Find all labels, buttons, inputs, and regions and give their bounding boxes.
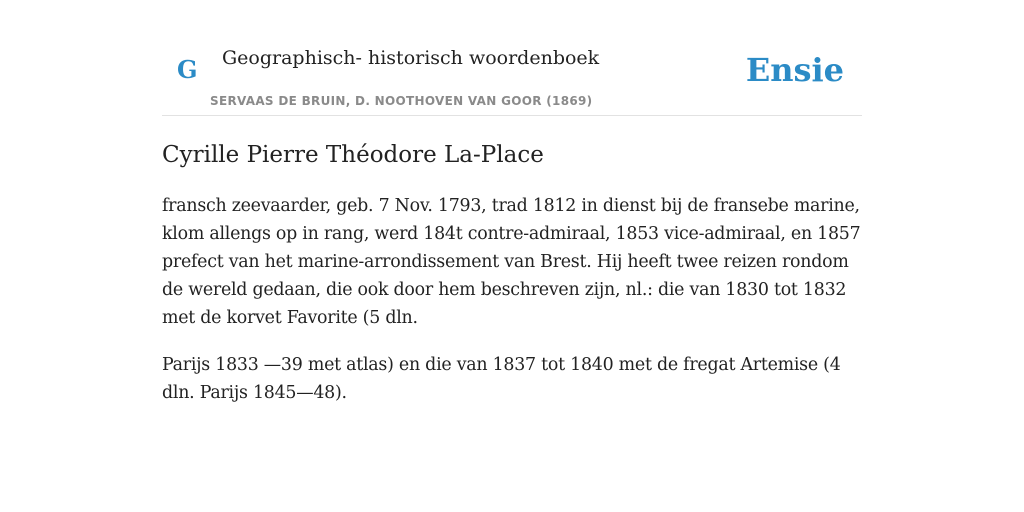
ensie-logo-link[interactable]: Ensie (745, 51, 844, 89)
page-header (162, 0, 862, 116)
entry-paragraph: Parijs 1833 —39 met atlas) en die van 1837 tot 1840 met de fregat Artemise (4 dln. Parijs 1845—48). (162, 355, 841, 403)
book-title-link[interactable]: Geographisch- historisch woordenboek (222, 47, 600, 69)
entry-paragraph: fransch zeevaarder, geb. 7 Nov. 1793, trad 1812 in dienst bij de fransebe marine, klom allengs op in rang, werd 184t contre-admiraal, 1853 vice-admiraal, en 1857 prefect van het marine-arrondissement van Brest. Hij heeft twee reizen rondom de wereld gedaan, die ook door hem beschreven zijn, nl.: die van 1830 tot 1832 met de korvet Favorite (5 dln. (162, 196, 861, 328)
book-letter-icon[interactable]: G (177, 55, 198, 84)
book-authors: SERVAAS DE BRUIN, D. NOOTHOVEN VAN GOOR (1869) (210, 94, 593, 108)
page (162, 0, 862, 512)
entry-body (162, 192, 868, 426)
entry-title: Cyrille Pierre Théodore La-Place (162, 142, 544, 168)
